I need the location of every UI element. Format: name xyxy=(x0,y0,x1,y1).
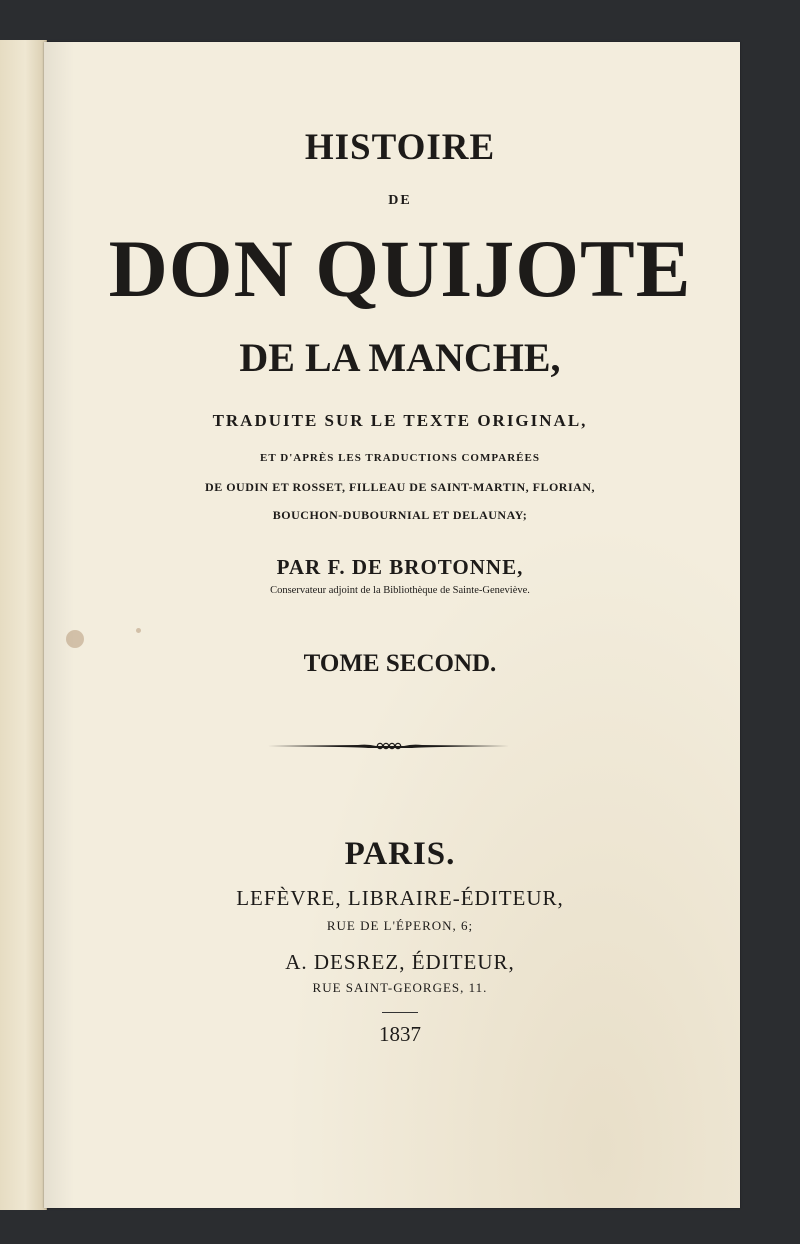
translators-line-2: BOUCHON-DUBOURNIAL ET DELAUNAY; xyxy=(272,508,528,522)
short-rule xyxy=(382,1012,418,1013)
publication-year: 1837 xyxy=(379,1022,421,1046)
comparison-note: ET D'APRÈS LES TRADUCTIONS COMPARÉES xyxy=(260,452,540,464)
subtitle: DE LA MANCHE, xyxy=(239,335,561,380)
translation-note: TRADUITE SUR LE TEXTE ORIGINAL, xyxy=(212,411,588,430)
volume: TOME SECOND. xyxy=(303,650,497,677)
author: PAR F. DE BROTONNE, xyxy=(276,555,524,579)
main-title: DON QUIJOTE xyxy=(108,223,692,314)
publisher-1-address: RUE DE L'ÉPERON, 6; xyxy=(326,918,474,933)
foxing-spot xyxy=(66,630,84,648)
title-histoire: HISTOIRE xyxy=(304,127,496,168)
publisher-1: LEFÈVRE, LIBRAIRE-ÉDITEUR, xyxy=(236,886,564,910)
publisher-2-address: RUE SAINT-GEORGES, 11. xyxy=(312,980,488,995)
publisher-2: A. DESREZ, ÉDITEUR, xyxy=(285,950,515,974)
foxing-spot xyxy=(136,628,141,633)
imprint-city: PARIS. xyxy=(344,836,456,872)
title-de: DE xyxy=(388,193,412,208)
author-role: Conservateur adjoint de la Bibliothèque de Sainte-Geneviève. xyxy=(270,585,530,596)
ornament-rule-icon xyxy=(268,738,512,754)
translators-line-1: DE OUDIN ET ROSSET, FILLEAU DE SAINT-MARTIN, FLORIAN, xyxy=(205,480,595,494)
